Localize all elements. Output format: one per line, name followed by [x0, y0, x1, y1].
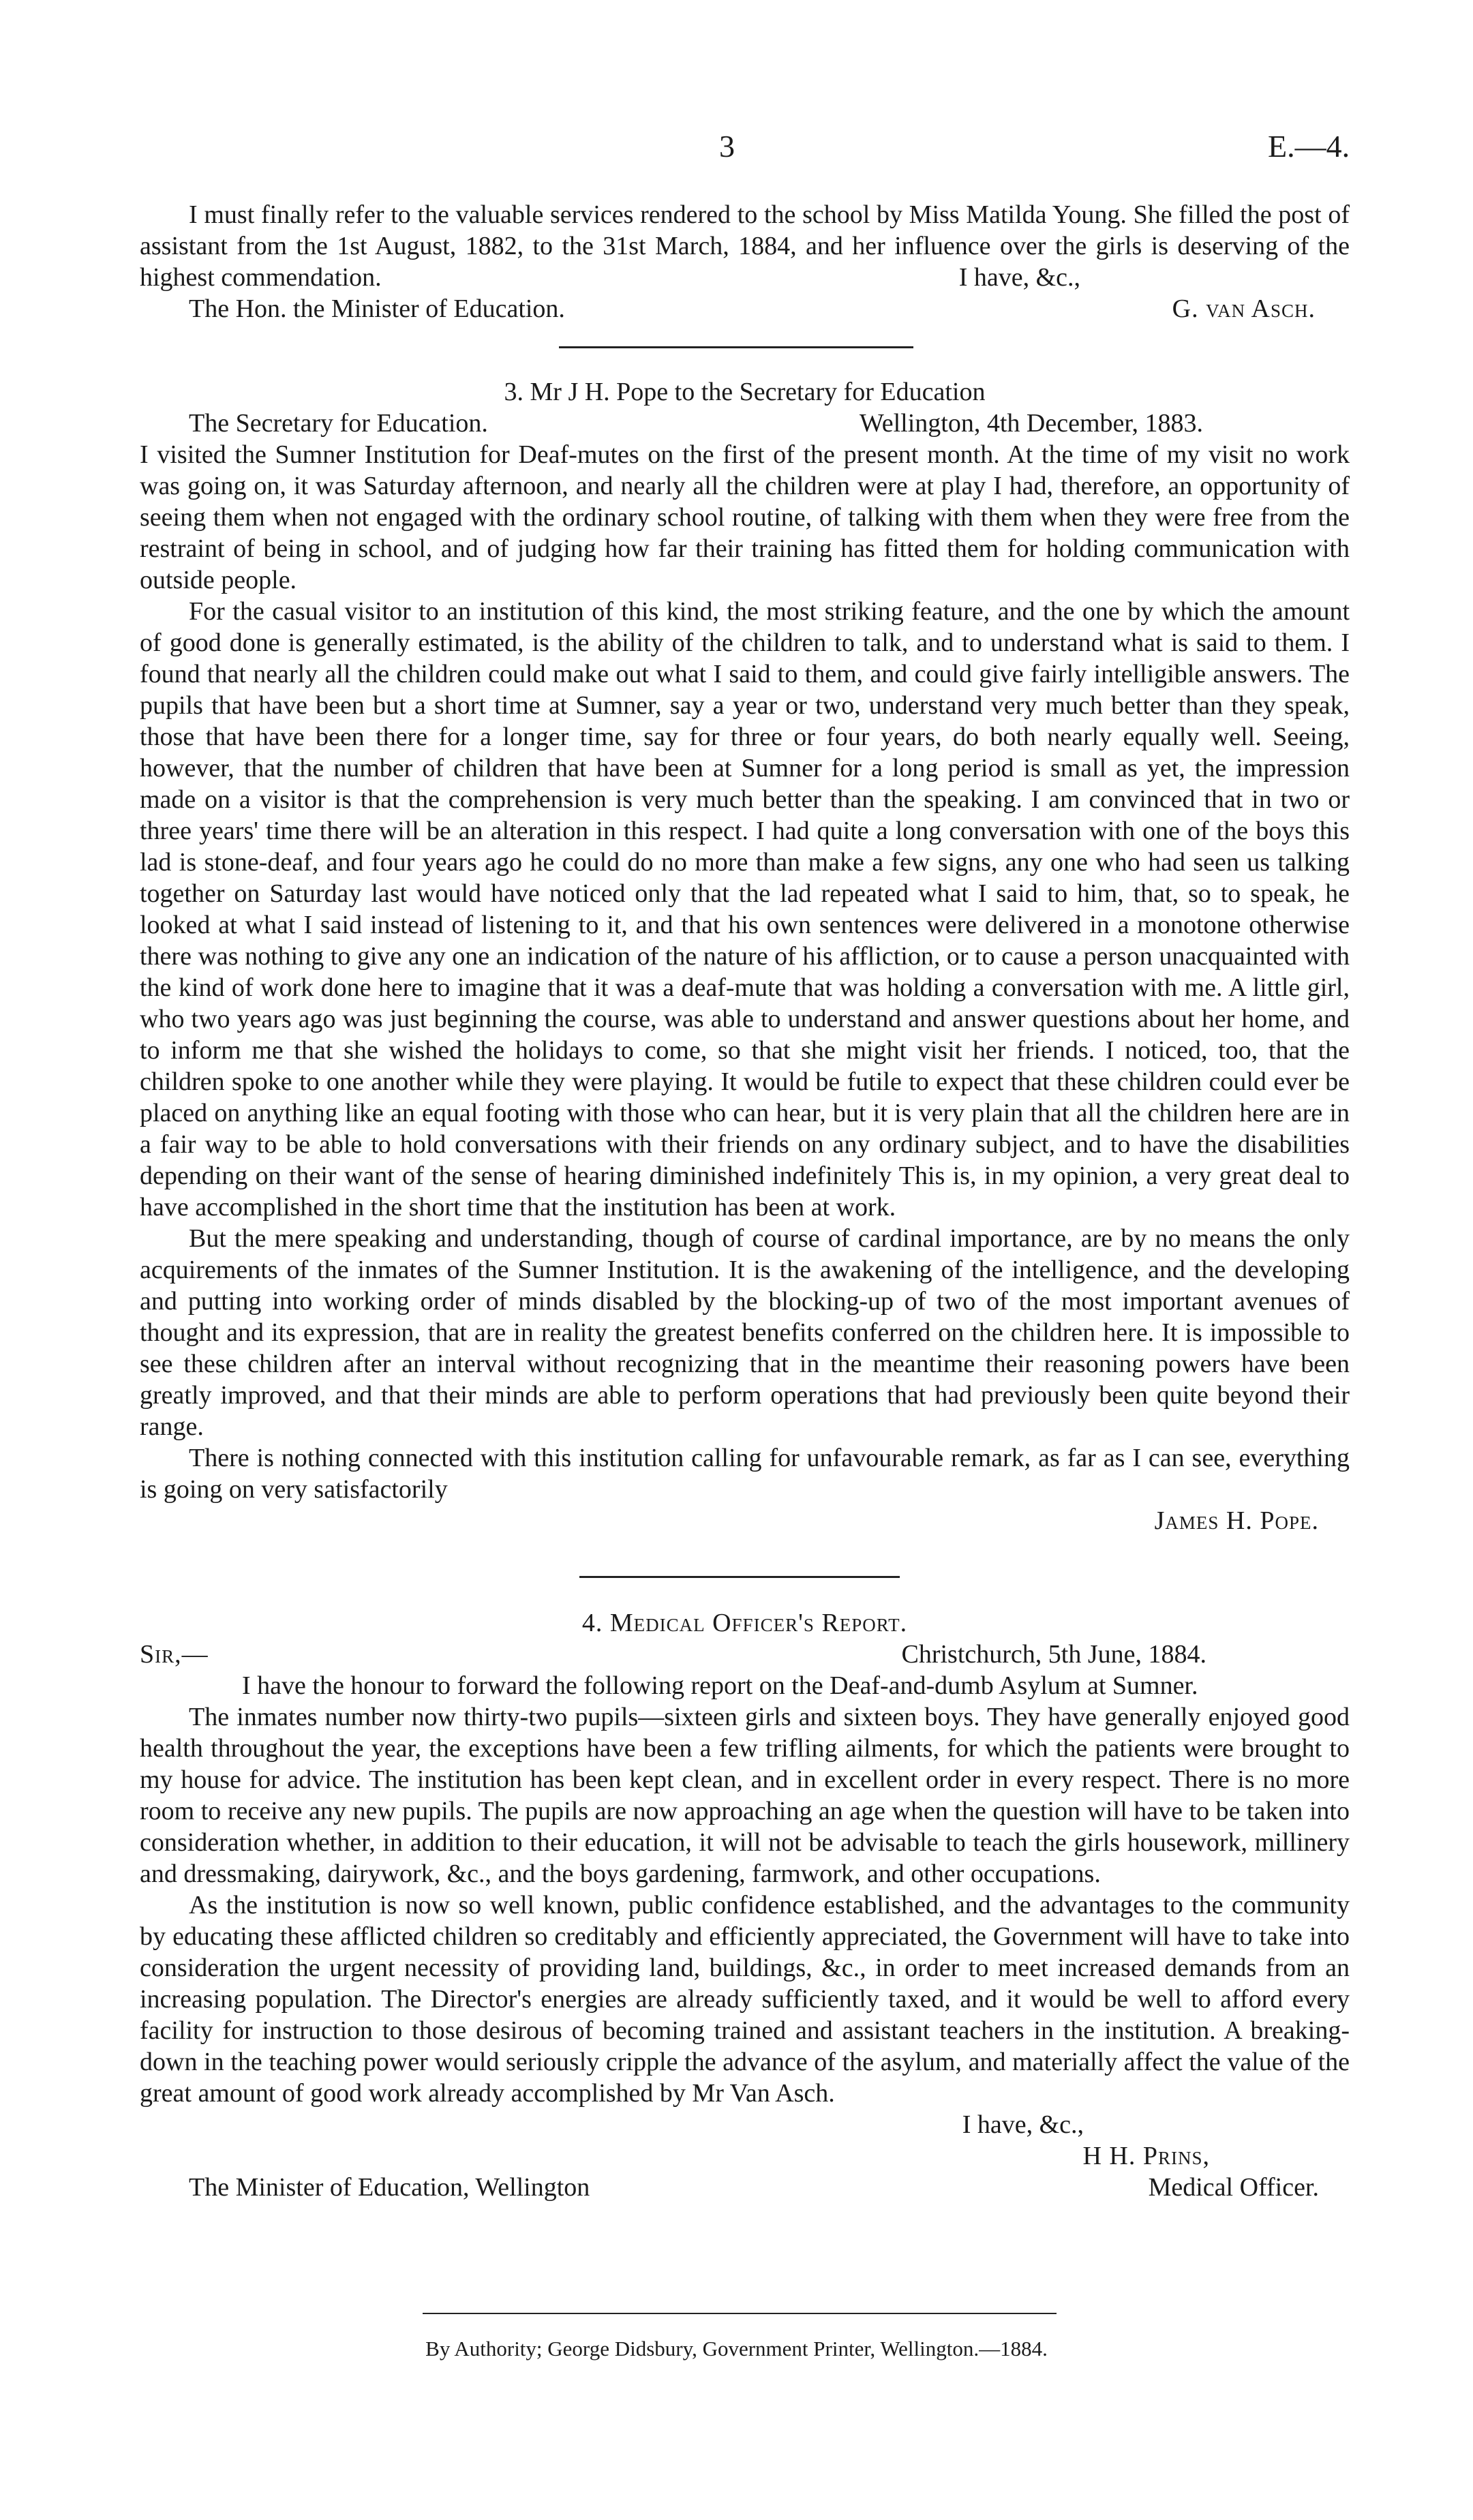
addressee-date-line: [140, 408, 1350, 439]
report-paragraph: There is nothing connected with this institution calling for unfavourable remark, as far as I can see, everything is going on very satisfactorily: [140, 1444, 1350, 1504]
report-paragraph: I visited the Sumner Institution for Deaf-mutes on the first of the present month. At the time of my visit no work was going on, it was Saturday afternoon, and nearly all the children were at play I had, therefore, an opportunity of seeing them when not engaged with the ordinary school routine, of talking with them when they were free from the restraint of being in school, and of judging how far their training has fitted them for holding communication with outside people.: [140, 440, 1350, 594]
van-asch-report-end: [140, 199, 1350, 324]
closing-formula: I have, &c.,: [962, 2110, 1084, 2139]
pope-report: [140, 376, 1350, 1536]
addressee: The Minister of Education, Wellington: [189, 2173, 590, 2202]
signature-name-line: [140, 2140, 1350, 2172]
footer-rule: [423, 2313, 1057, 2314]
page-header: [0, 128, 1473, 176]
dateline: Wellington, 4th December, 1883.: [859, 409, 1203, 438]
document-reference: E.—4.: [1268, 129, 1350, 164]
printer-imprint: By Authority; George Didsbury, Government Printer, Wellington.—1884.: [425, 2337, 1048, 2360]
report-paragraph: I have the honour to forward the following report on the Deaf-and-dumb Asylum at Sumner.: [242, 1671, 1198, 1700]
report-paragraph: The inmates number now thirty-two pupils—sixteen girls and sixteen boys. They have generally enjoyed good health throughout the year, the exceptions have been a few trifling ailments, for which the patients were brought to my house for advice. The institution has been kept clean, and in excellent order in every respect. There is no more room to receive any new pupils. The pupils are now approaching an age when the question will have to be taken into consideration whether, in addition to their education, it will not be advisable to teach the girls housework, millinery and dressmaking, dairywork, &c., and the boys gardening, farmwork, and other occupations.: [140, 1703, 1350, 1888]
signature: H H. Prins,: [1082, 2142, 1210, 2170]
addressee-title-line: [140, 2172, 1350, 2203]
report-paragraph: But the mere speaking and understanding, though of course of cardinal importance, are by no means the only acquirements of the inmates of the Sumner Institution. It is the awakening of the intelligence, and the developing and putting into working order of minds disabled by the blocking-up of two of the most important avenues of thought and its expression, that are in reality the greatest benefits conferred on the children here. It is impossible to see these children after an interval without recognizing that in the meantime their reasoning powers have been greatly improved, and that their minds are able to perform operations that had previously been quite beyond their range.: [140, 1224, 1350, 1441]
signature: G. van Asch.: [1172, 294, 1316, 323]
report-paragraph: For the casual visitor to an institution of this kind, the most striking feature, and the one by which the amount of good done is generally estimated, is the ability of the children to talk, and to understand what is said to them. I found that nearly all the children could make out what I said to them, and could give fairly intelligible answers. The pupils that have been but a short time at Sumner, say a year or two, understand very much better than they speak, those that have been there for a longer time, say for three or four years, do both nearly equally well. Seeing, however, that the number of children that have been at Sumner for a long period is small as yet, the impression made on a visitor is that the comprehension is very much better than the speaking. I am convinced that in two or three years' time there will be an alteration in this respect. I had quite a long conversation with one of the boys this lad is stone-deaf, and four years ago he could do no more than make a few signs, any one who had seen us talking together on Saturday last would have noticed only that the lad repeated what I said to him, that, so to speak, he looked at what I said instead of listening to it, and that his own sentences were delivered in a monotone otherwise there was nothing to give any one an indication of the nature of his affliction, or to cause a person unacquainted with the kind of work done here to imagine that it was a deaf-mute that was holding a conversation with me. A little girl, who two years ago was just beginning the course, was able to understand and answer questions about her home, and to inform me that she wished the holidays to come, so that she might visit her friends. I noticed, too, that the children spoke to one another while they were playing. It would be futile to expect that these children could ever be placed on anything like an equal footing with those who can hear, but it is very plain that all the children here are in a fair way to be able to hold conversations with their friends on any ordinary subject, and to have the disabilities depending on their want of the sense of hearing diminished indefinitely This is, in my opinion, a very great deal to have accomplished in the short time that the institution has been at work.: [140, 597, 1350, 1221]
closing-formula: I have, &c.,: [958, 263, 1080, 292]
page-number: 3: [719, 129, 735, 164]
addressee: The Hon. the Minister of Education.: [189, 294, 565, 323]
section-heading: 4. Medical Officer's Report.: [581, 1609, 908, 1637]
dateline: Christchurch, 5th June, 1884.: [901, 1640, 1206, 1669]
salutation: Sir,—: [140, 1640, 209, 1669]
addressee: The Secretary for Education.: [189, 409, 488, 438]
addressee-signature-line: [140, 293, 1350, 324]
medical-officer-report: [140, 1607, 1350, 2203]
closing-paragraph: I must finally refer to the valuable services rendered to the school by Miss Matilda Young. She filled the post of assistant from the 1st August, 1882, to the 31st March, 1884, and her influence over the girls is deserving of the highest commendation.: [140, 200, 1350, 292]
closing-line: [140, 2109, 1350, 2140]
report-paragraph: As the institution is now so well known, public confidence established, and the advantages to the community by educating these afflicted children so creditably and efficiently appreciated, the Government will have to take into consideration the urgent necessity of providing land, buildings, &c., in order to meet increased demands from an increasing population. The Director's energies are already sufficiently taxed, and it would be well to afford every facility for instruction to those desirous of becoming trained and assistant teachers in the institution. A breaking-down in the teaching power would seriously cripple the advance of the asylum, and materially affect the value of the great amount of good work already accomplished by Mr Van Asch.: [140, 1891, 1350, 2108]
section-heading: 3. Mr J H. Pope to the Secretary for Education: [504, 378, 986, 406]
section-divider: [579, 1576, 900, 1578]
salutation-date-line: [140, 1639, 1350, 1670]
signature: James H. Pope.: [1154, 1506, 1319, 1535]
section-divider: [559, 346, 913, 348]
signature-title: Medical Officer.: [1148, 2173, 1319, 2202]
